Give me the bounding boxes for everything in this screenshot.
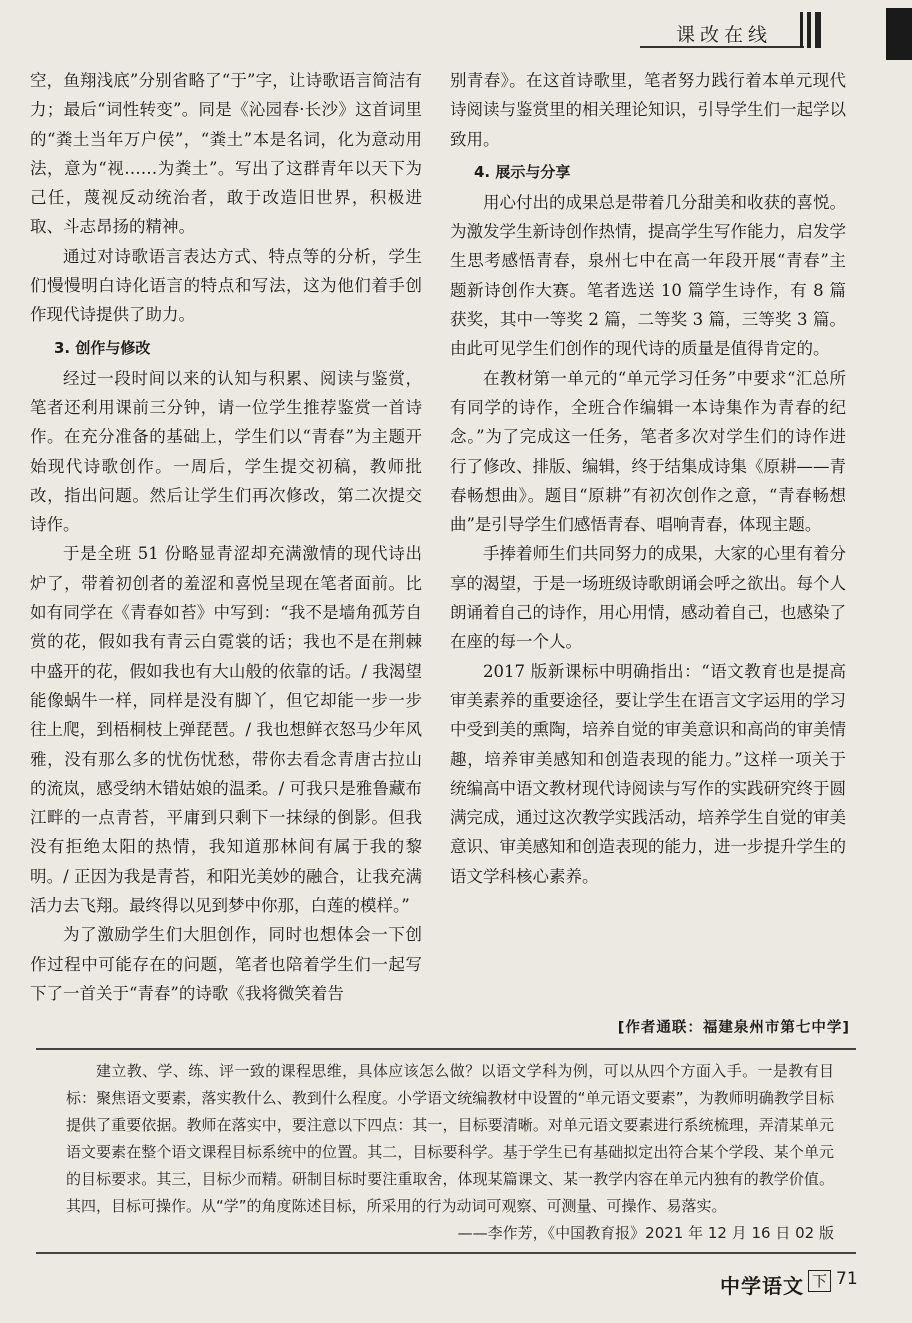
header-black-tab: [886, 8, 912, 60]
author-affiliation: [作者通联：福建泉州市第七中学]: [617, 1020, 850, 1036]
left-paragraph-4: 于是全班 51 份略显青涩却充满激情的现代诗出炉了，带着初创者的羞涩和喜悦呈现在笔者面前。比如有同学在《青春如苔》中写到：“我不是墙角孤芳自赏的花，假如我有青云白霓裳的话；我也不是在荆棘中盛开的花，假如我也有大山般的依靠的话。/ 我渴望能像蜗牛一样，同样是没有脚丫，但它却能一步一步往上爬，到梧桐枝上弹琵琶。/ 我也想鲜衣怒马少年风雅，没有那么多的忧伤忧愁，带你去看念青唐古拉山的流岚，感受纳木错姑娘的温柔。/ 可我只是雅鲁藏布江畔的一点青苔，平庸到只剩下一抹绿的倒影。但我没有拒绝太阳的热情，我知道那林间有属于我的黎明。/ 正因为我是青苔，和阳光美妙的融合，让我充满活力去飞翔。最终得以见到梦中你那，白莲的模样。”: [30, 544, 422, 916]
left-paragraph-5: 为了激励学生们大胆创作，同时也想体会一下创作过程中可能存在的问题，笔者也陪着学生们一起写下了一首关于“青春”的诗歌《我将微笑着告: [30, 925, 422, 1003]
section-title: 课改在线: [675, 24, 772, 46]
header-bars-decoration: [800, 12, 830, 48]
page-header: [0, 0, 912, 56]
left-paragraph-2: 通过对诗歌语言表达方式、特点等的分析，学生们慢慢明白诗化语言的特点和写法，这为他们着手创作现代诗提供了助力。: [30, 246, 422, 325]
right-paragraph-1: 别青春》。在这首诗歌里，笔者努力践行着本单元现代诗阅读与鉴赏里的相关理论知识，引导学生们一起学以致用。: [450, 71, 846, 149]
issue-badge: 下: [808, 1270, 831, 1292]
section-heading-3: 3. 创作与修改: [54, 338, 151, 357]
section-heading-4: 4. 展示与分享: [474, 162, 571, 181]
left-paragraph-3: 经过一段时间以来的认知与积累、阅读与鉴赏，笔者还利用课前三分钟，请一位学生推荐鉴赏一首诗作。在充分准备的基础上，学生们以“青春”为主题开始现代诗歌创作。一周后，学生提交初稿，教师批改，指出问题。然后让学生们再次修改，第二次提交诗作。: [30, 368, 422, 535]
box-bottom-rule: [36, 1252, 856, 1254]
right-paragraph-2: 用心付出的成果总是带着几分甜美和收获的喜悦。为激发学生新诗创作热情，提高学生写作能力，启发学生思考感悟青春，泉州七中在高一年段开展“青春”主题新诗创作大赛。笔者选送 10 篇学生诗作，有 8 篇获奖，其中一等奖 2 篇，二等奖 3 篇，三等奖 3 篇。由此可见学生们创作的现代诗的质量是值得肯定的。: [450, 192, 846, 359]
quote-box: [66, 1058, 834, 1247]
right-paragraph-5: 2017 版新课标中明确指出：“语文教育也是提高审美素养的重要途径，要让学生在语言文字运用的学习中受到美的熏陶，培养自觉的审美意识和高尚的审美情趣，培养审美感知和创造表现的能力。”这样一项关于统编高中语文教材现代诗阅读与写作的实践研究终于圆满完成，通过这次教学实践活动，培养学生自觉的审美意识、审美感知和创造表现的能力，进一步提升学生的语文学科核心素养。: [450, 661, 846, 886]
right-column: [450, 66, 846, 891]
header-rule: [640, 46, 804, 48]
page-number: 71: [836, 1269, 858, 1289]
left-column: [30, 66, 422, 1008]
quote-box-source: ——李作芳，《中国教育报》2021 年 12 月 16 日 02 版: [457, 1224, 834, 1242]
quote-box-text: 建立教、学、练、评一致的课程思维，具体应该怎么做？以语文学科为例，可以从四个方面入手。一是教有目标：聚焦语文要素，落实教什么、教到什么程度。小学语文统编教材中设置的“单元语文要素”，为教师明确教学目标提供了重要依据。教师在落实中，要注意以下四点：其一，目标要清晰。对单元语文要素进行系统梳理，弄清某单元语文要素在整个语文课程目标系统中的位置。其二，目标要科学。基于学生已有基础拟定出符合某个学段、某个单元的目标要求。其三，目标少而精。研制目标时要注重取舍，体现某篇课文、某一教学内容在单元内独有的教学价值。其四，目标可操作。从“学”的角度陈述目标，所采用的行为动词可观察、可测量、可操作、易落实。: [66, 1062, 834, 1215]
right-paragraph-3: 在教材第一单元的“单元学习任务”中要求“汇总所有同学的诗作，全班合作编辑一本诗集作为青春的纪念。”为了完成这一任务，笔者多次对学生们的诗作进行了修改、排版、编辑，终于结集成诗集《原耕——青春畅想曲》。题目“原耕”有初次创作之意，“青春畅想曲”是引导学生们感悟青春、唱响青春，体现主题。: [450, 368, 846, 535]
box-top-rule: [36, 1048, 856, 1050]
journal-name: 中学语文: [720, 1274, 804, 1298]
right-paragraph-4: 手捧着师生们共同努力的成果，大家的心里有着分享的渴望，于是一场班级诗歌朗诵会呼之欲出。每个人朗诵着自己的诗作，用心用情，感动着自己，也感染了在座的每一个人。: [450, 544, 846, 652]
left-paragraph-1: 空，鱼翔浅底”分别省略了“于”字，让诗歌语言简洁有力；最后“词性转变”。同是《沁园春·长沙》这首词里的“粪土当年万户侯”，“粪土”本是名词，化为意动用法，意为“视……为粪土”。写出了这群青年以天下为己任，蔑视反动统治者，敢于改造旧世界，积极进取、斗志昂扬的精神。: [30, 71, 422, 237]
